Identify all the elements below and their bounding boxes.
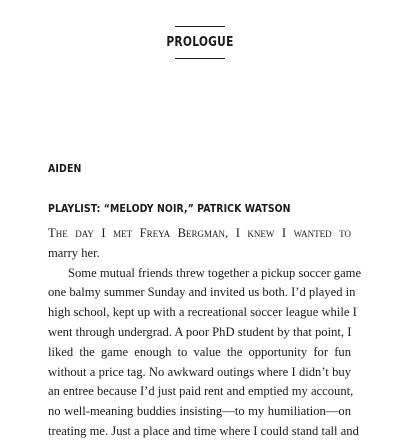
body-line: no well-meaning buddies insisting—to my humiliation—on — [48, 404, 351, 419]
body-line: an entree because I’d just paid rent and emptied my account, — [48, 384, 354, 399]
body-line: Some mutual friends threw together a pickup soccer game — [68, 265, 362, 280]
body-line: high school, kept up with a recreational soccer league while I — [48, 305, 357, 320]
body-line: treating me. Just a place and time where I could stand tall and — [48, 423, 359, 438]
chapter-title: PROLOGUE — [166, 35, 234, 50]
playlist-heading: PLAYLIST: “MELODY NOIR,” PATRICK WATSON — [48, 202, 291, 215]
body-line: The day I met Freya Bergman, I knew I wanted to — [48, 226, 351, 240]
body-line: marry her. — [48, 245, 100, 260]
bottom-rule — [175, 58, 225, 59]
body-line: went through undergrad. A poor PhD student by that point, I — [48, 324, 352, 339]
body-line: without a price tag. No awkward outings where I didn’t buy — [48, 364, 351, 379]
top-rule — [175, 26, 225, 27]
body-text — [48, 224, 362, 442]
pov-character-heading: AIDEN — [48, 162, 82, 175]
chapter-heading — [0, 26, 400, 59]
body-line: liked the game enough to value the opportunity for fun — [48, 344, 351, 359]
body-line: one balmy summer Sunday and invited us both. I’d played in — [48, 285, 356, 300]
